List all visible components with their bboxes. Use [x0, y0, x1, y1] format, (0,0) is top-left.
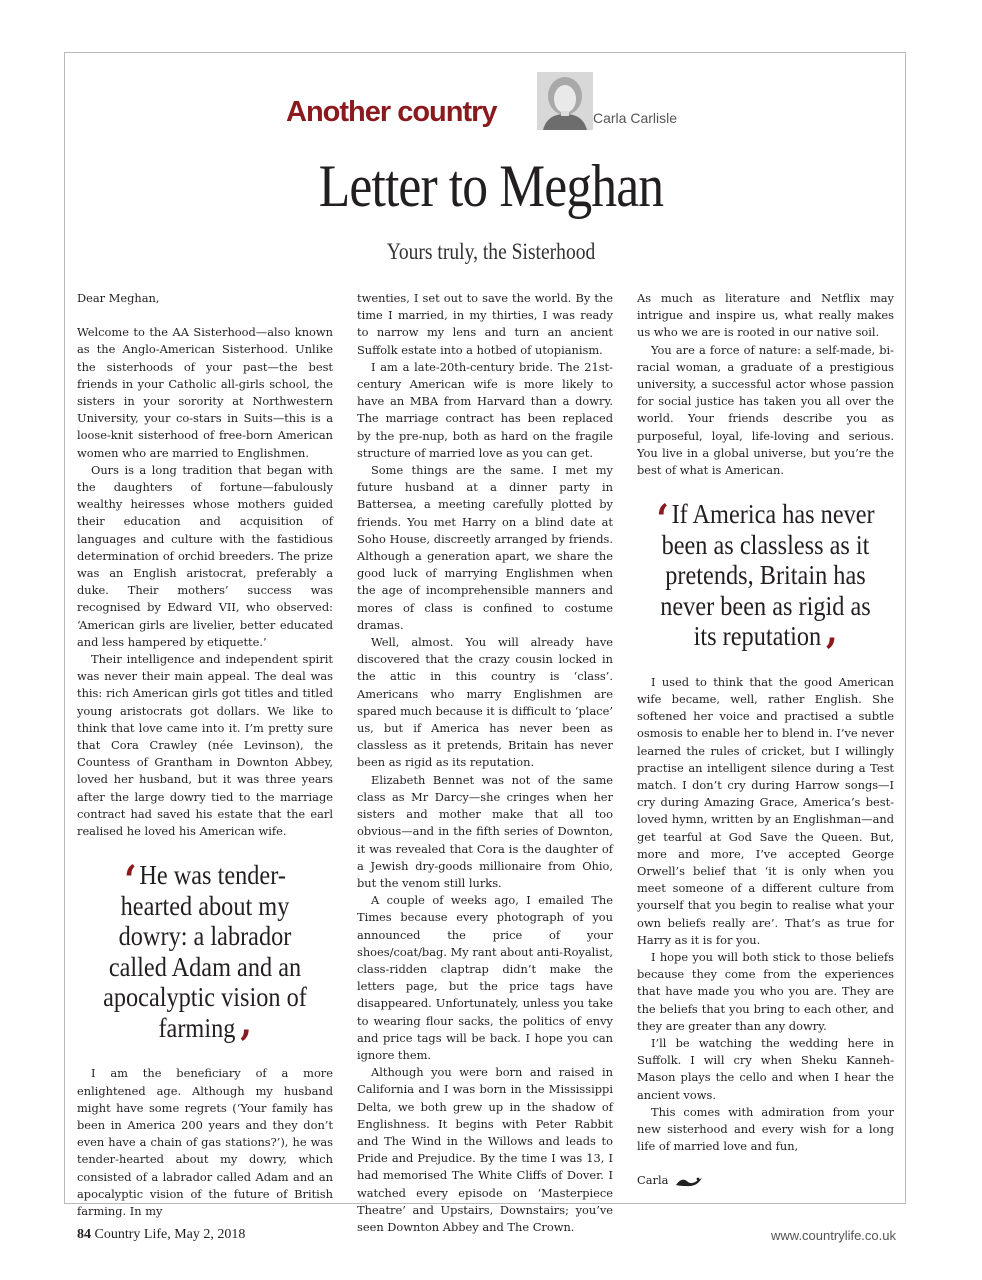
article-column-2: [357, 290, 613, 1236]
paragraph: I used to think that the good American wife became, well, rather English. She softened her voice and practised a subtle osmosis to enable her to blend in. I’ve never learned the rules of cricket, but I willingly practise an intelligent silence during a Test match. I don’t cry during Harrow songs—I cry during Amazing Grace, America’s best-loved hymn, written by an Englishman—and get tearful at God Save the Queen. But, more and more, I’ve accepted George Orwell’s belief that ‘it is only when you meet someone of a different culture from yourself that you begin to realise what your own beliefs really are’. That’s as true for Harry as it is for you.: [637, 674, 894, 947]
paragraph: A couple of weeks ago, I emailed The Times because every photograph of you announced the price of your shoes/coat/bag. My rant about anti-Royalist, class-ridden claptrap didn’t make the letters page, but the price tags have disappeared. Unfortunately, unless you take to wearing flour sacks, the politics of envy and price tags will be back. I hope you can ignore them.: [357, 893, 613, 1062]
author-name: Carla Carlisle: [593, 110, 678, 126]
paragraph: Welcome to the AA Sisterhood—also known as the Anglo-American Sisterhood. Unlike the sisterhoods of your past—the best friends in your Catholic all-girls school, the sisters in your sorority at Northwestern University, your co-stars in Suits—this is a loose-knit sisterhood of free-born American women who are married to Englishmen.: [77, 325, 333, 460]
page-folio: [77, 1227, 245, 1243]
peacock-icon: [674, 1174, 704, 1188]
publication-date: Country Life, May 2, 2018: [94, 1227, 246, 1242]
close-quote-icon: ’: [238, 1021, 252, 1069]
signoff-name: Carla: [637, 1173, 669, 1188]
column-name: Another country: [286, 96, 497, 128]
page-number: 84: [77, 1227, 91, 1242]
pull-quote: [90, 857, 320, 1069]
paragraph: I am the beneficiary of a more enlightened age. Although my husband might have some regrets (‘Your family has been in America 200 years and they don’t even have a chain of gas stations?’), he was tender-hearted about my dowry, which consisted of a labrador called Adam and an apocalyptic vision of the future of British farming. In my: [77, 1066, 333, 1218]
article-column-3: [637, 290, 894, 1190]
standfirst: Yours truly, the Sisterhood: [386, 239, 596, 264]
paragraph: Their intelligence and independent spirit was never their main appeal. The deal was this: rich American girls got titles and titled young aristocrats got dollars. We like to think that love came into it. I’m pretty sure that Cora Crawley (née Levinson), the Countess of Grantham in Downton Abbey, loved her husband, but it was three years after the large dowry tied to the marriage contract had saved his estate that the earl realised he loved his American wife.: [77, 652, 333, 839]
paragraph: I’ll be watching the wedding here in Suffolk. I will cry when Sheku Kanneh-Mason plays the cello and when I hear the ancient vows.: [637, 1036, 894, 1102]
open-quote-icon: ‘: [656, 496, 669, 544]
headline: Letter to Meghan: [318, 153, 664, 219]
pull-quote-text: If America has never been as classless as it pretends, Britain has never been as rigid as its reputation: [660, 499, 875, 652]
paragraph: Well, almost. You will already have discovered that the crazy cousin locked in the attic in this country is ‘class’. Americans who marry Englishmen are spared much because it is difficult to ‘place’ us, but if America has never been as classless as it pretends, Britain has never been as rigid as its reputation.: [357, 635, 613, 770]
paragraph: I hope you will both stick to those beliefs because they come from the experiences that have made you who you are. They are the beliefs that you bring to each other, and they are greater than any dowry.: [637, 949, 894, 1033]
website-url: www.countrylife.co.uk: [771, 1228, 896, 1243]
pull-quote-text: He was tender-hearted about my dowry: a labrador called Adam and an apocalyptic vision of farming: [103, 860, 307, 1043]
pull-quote: [650, 496, 881, 678]
open-quote-icon: ‘: [124, 857, 137, 905]
paragraph: This comes with admiration from your new sisterhood and every wish for a long life of married love and fun,: [637, 1104, 894, 1154]
paragraph: Although you were born and raised in California and I was born in the Mississippi Delta, we both grew up in the shadow of Englishness. It begins with Peter Rabbit and The Wind in the Willows and leads to Pride and Prejudice. By the time I was 13, I had memorised The White Cliffs of Dover. I watched every episode on ‘Masterpiece Theatre’ and Upstairs, Downstairs; you’ve seen Downton Abbey and The Crown.: [357, 1065, 613, 1234]
paragraph: Ours is a long tradition that began with the daughters of fortune—fabulously wealthy heiresses whose mothers guided their education and acquisition of languages and culture with the fastidious determination of orchid breeders. The prize was an English aristocrat, preferably a duke. Their mothers’ success was recognised by Edward VII, who observed: ‘American girls are livelier, better educated and less hampered by etiquette.’: [77, 462, 333, 649]
paragraph: You are a force of nature: a self-made, bi-racial woman, a graduate of a prestigious university, a successful actor whose passion for social justice has taken you all over the world. Your friends describe you as purposeful, loyal, life-loving and serious. You live in a global universe, but you’re the best of what is American.: [637, 342, 894, 478]
paragraph: Some things are the same. I met my future husband at a dinner party in Battersea, a meeting carefully plotted by friends. You met Harry on a blind date at Soho House, discreetly arranged by friends. Although a generation apart, we share the good luck of marrying Englishmen when the age of incomprehensible manners and mores of class is confined to costume dramas.: [357, 463, 613, 632]
author-portrait: [537, 72, 593, 130]
column-header: [0, 72, 982, 136]
paragraph: As much as literature and Netflix may intrigue and inspire us, what really makes us who we are is rooted in our native soil.: [637, 291, 894, 340]
close-quote-icon: ’: [824, 630, 838, 678]
signoff: [637, 1172, 894, 1189]
salutation: Dear Meghan,: [77, 291, 160, 305]
paragraph: twenties, I set out to save the world. By the time I married, in my thirties, I was ready to narrow my lens and turn an ancient Suffolk estate into a hotbed of utopianism.: [357, 291, 613, 357]
paragraph: Elizabeth Bennet was not of the same class as Mr Darcy—she cringes when her sisters and mother make that all too obvious—and in the fifth series of Downton, it was revealed that Cora is the daughter of a Jewish dry-goods millionaire from Ohio, but the venom still lurks.: [357, 772, 613, 890]
paragraph: I am a late-20th-century bride. The 21st-century American wife is more likely to have an MBA from Harvard than a dowry. The marriage contract has been replaced by the pre-nup, both as hard on the fragile structure of married love as you can get.: [357, 359, 613, 460]
article-column-1: [77, 290, 333, 1220]
